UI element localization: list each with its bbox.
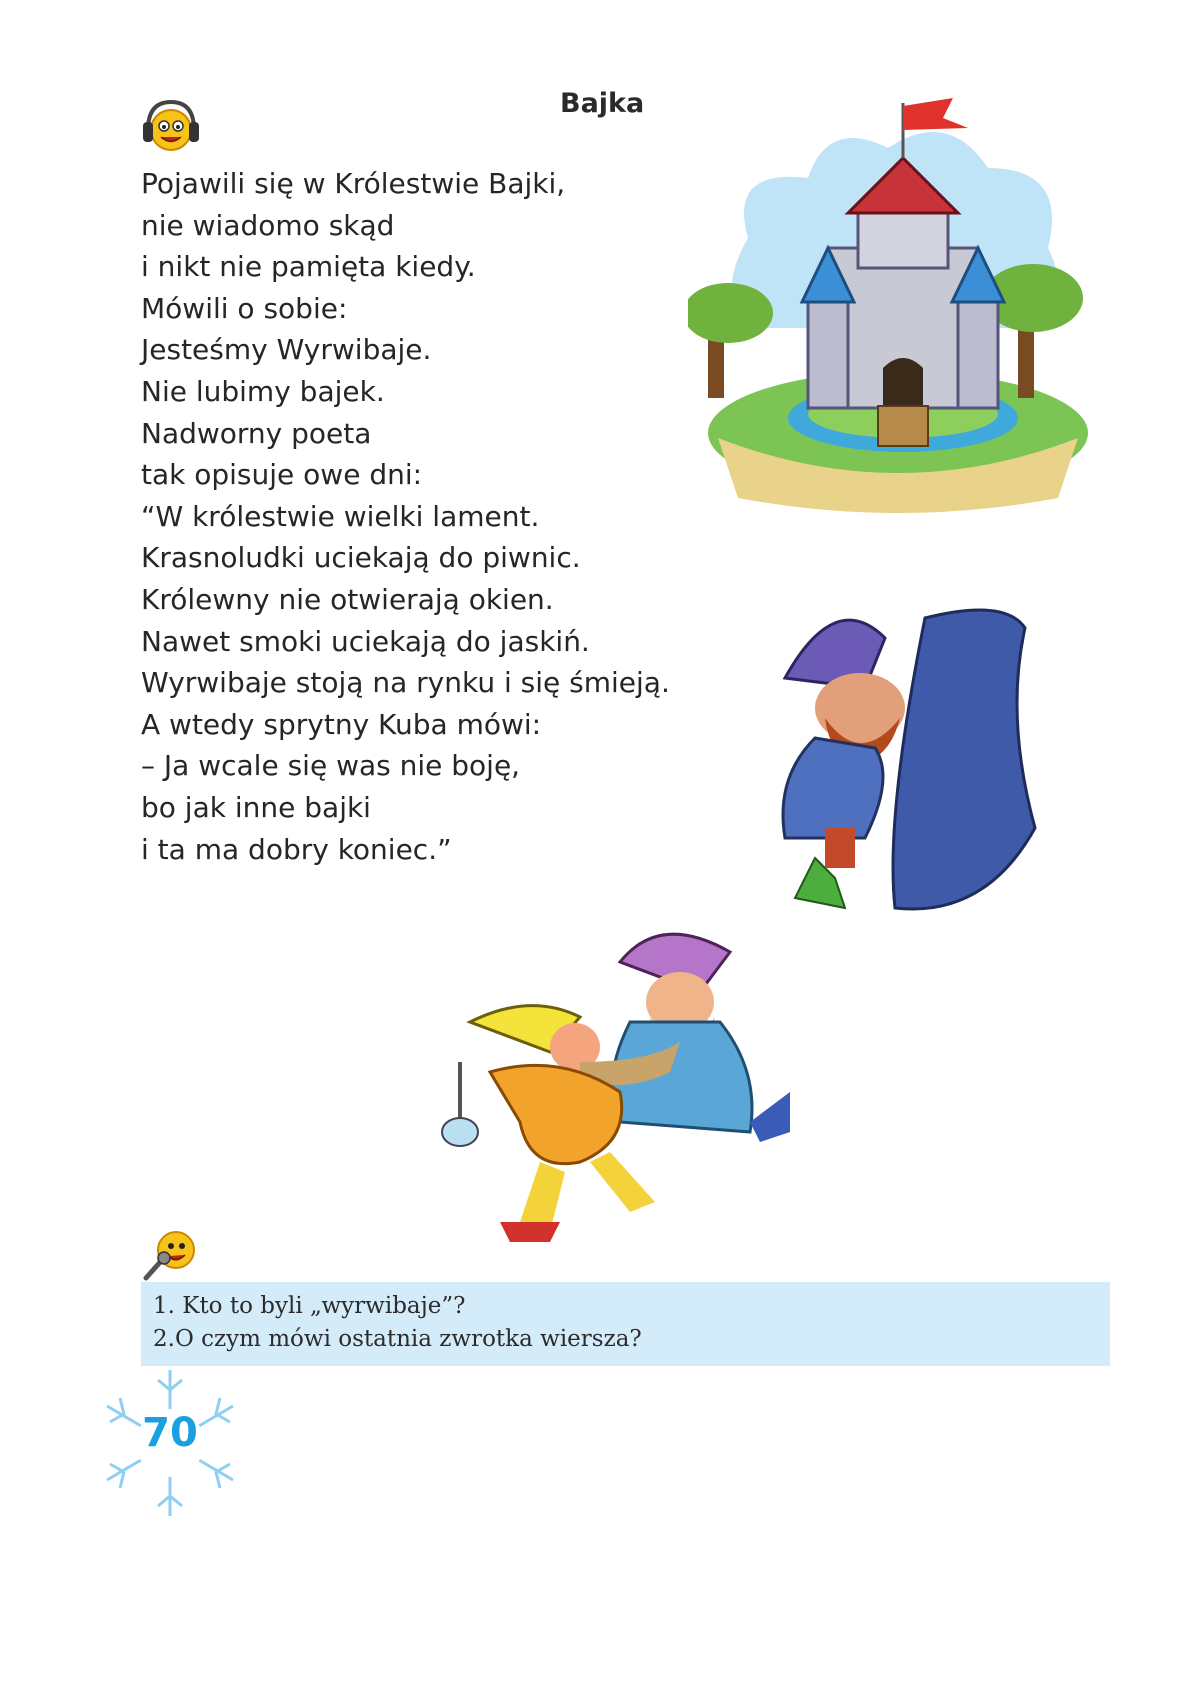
dwarf-with-sack-illustration	[775, 598, 1075, 928]
poem-line: nie wiadomo skąd	[141, 208, 395, 242]
poem-line: Mówili o sobie:	[141, 291, 348, 325]
poem-line: Nadworny poeta	[141, 416, 372, 450]
poem-line: Krasnoludki uciekają do piwnic.	[141, 541, 581, 575]
castle-illustration	[688, 88, 1088, 518]
running-dwarfs-illustration	[430, 922, 850, 1262]
poem-line: i nikt nie pamięta kiedy.	[141, 250, 476, 284]
poem-line: Nie lubimy bajek.	[141, 374, 385, 408]
poem-line: bo jak inne bajki	[141, 790, 371, 824]
poem-line: “W królestwie wielki lament.	[141, 499, 540, 533]
questions-box	[141, 1282, 1110, 1366]
page-number: 70	[142, 1410, 198, 1456]
poem-line: i ta ma dobry koniec.”	[141, 832, 452, 866]
poem-line: Nawet smoki uciekają do jaskiń.	[141, 624, 590, 658]
poem-line: tak opisuje owe dni:	[141, 458, 423, 492]
poem-line: Jesteśmy Wyrwibaje.	[141, 333, 432, 367]
microphone-smiley-icon	[140, 1228, 202, 1284]
poem-line: Królewny nie otwierają okien.	[141, 582, 554, 616]
headphones-smiley-icon	[140, 96, 202, 156]
question-item: 2.O czym mówi ostatnia zwrotka wiersza?	[153, 1326, 642, 1352]
poem-line: A wtedy sprytny Kuba mówi:	[141, 707, 542, 741]
poem-line: – Ja wcale się was nie boję,	[141, 749, 521, 783]
page-title: Bajka	[560, 88, 645, 119]
poem-text	[141, 163, 761, 870]
question-item: 1. Kto to byli „wyrwibaje”?	[153, 1293, 466, 1319]
poem-line: Wyrwibaje stoją na rynku i się śmieją.	[141, 666, 670, 700]
poem-line: Pojawili się w Królestwie Bajki,	[141, 167, 566, 200]
